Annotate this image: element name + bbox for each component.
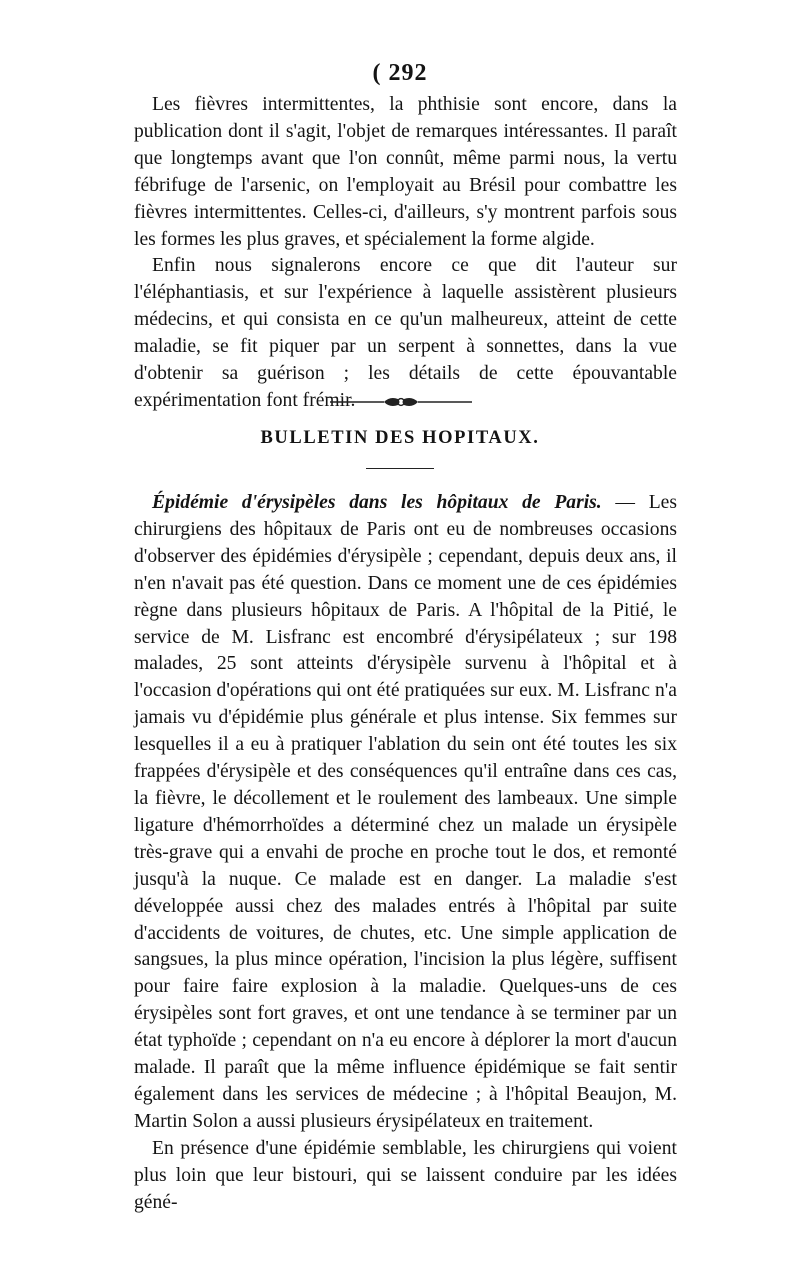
paragraph-surgeons: En présence d'une épidémie semblable, les chirurgiens qui voient plus loin que leur bistouri, qui se laissent conduire par les idées géné- [134,1137,677,1213]
ornament-divider [330,391,472,413]
paragraph-elephantiasis: Enfin nous signalerons encore ce que dit l'auteur sur l'éléphantiasis, et sur l'expérience à laquelle assistèrent plusieurs médecins, et qui consista en ce qu'un malheureux, atteint de cette maladie, se fit piquer par un serpent à sonnettes, dans la vue d'obtenir sa guérison ; les détails de cette épouvantable expérimentation font frémir. [134,255,677,411]
paragraph-fevers: Les fièvres intermittentes, la phthisie sont encore, dans la publication dont il s'agit, l'objet de remarques intéressantes. Il paraît que longtemps avant que l'on connût, même parmi nous, la vertu fébrifuge de l'arsenic, on l'employait au Brésil pour combattre les fièvres intermittentes. Celles-ci, d'ailleurs, s'y montrent parfois sous les formes les plus graves, et spécialement la forme algide. [134,94,677,250]
heading-rule [366,468,434,469]
paragraph-epidemic [134,490,677,1136]
page-number: ( 292 [372,60,428,86]
article-lead-in: Épidémie d'érysipèles dans les hôpitaux de Paris. [152,492,602,513]
article-body: — Les chirurgiens des hôpitaux de Paris ont eu de nombreuses occasions d'observer des épidémies d'érysipèle ; cependant, depuis deux ans, il n'en n'avait pas été question. Dans ce moment une de ces épidémies règne dans plusieurs hôpitaux de Paris. A l'hôpital de la Pitié, le service de M. Lisfranc est encombré d'érysipélateux ; sur 198 malades, 25 sont atteints d'érysipèle survenu à l'hôpital et à l'occasion d'opérations qui ont été pratiquées sur eux. M. Lisfranc n'a jamais vu d'épidémie plus générale et plus intense. Six femmes sur lesquelles il a eu à pratiquer l'ablation du sein ont été toutes les six frappées d'érysipèle et des conséquences qu'il entraîne dans ces cas, la fièvre, le décollement et le roulement des lambeaux. Une simple ligature d'hémorrhoïdes a déterminé chez un malade un érysipèle très-grave qui a envahi de proche en proche tout le dos, et remonté jusqu'à la nuque. Ce malade est en danger. La maladie s'est développée aussi chez des malades entrés à l'hôpital par suite d'accidents de voitures, de chutes, etc. Une simple application de sangsues, la plus mince opération, l'incision la plus légère, suffisent pour faire faire explosion à la maladie. Quelques-uns de ces érysipèles sont fort graves, et ont une tendance à se terminer par un état typhoïde ; cependant on n'a eu encore à déplorer la mort d'aucun malade. Il paraît que la même influence épidémique se fait sentir également dans les services de médecine ; à l'hôpital Beaujon, M. Martin Solon a aussi plusieurs érysipélateux en traitement. [134,492,678,1132]
section-heading: BULLETIN DES HOPITAUX. [260,428,540,448]
bulletin-text-block [134,490,677,1216]
intro-text-block [134,92,677,415]
